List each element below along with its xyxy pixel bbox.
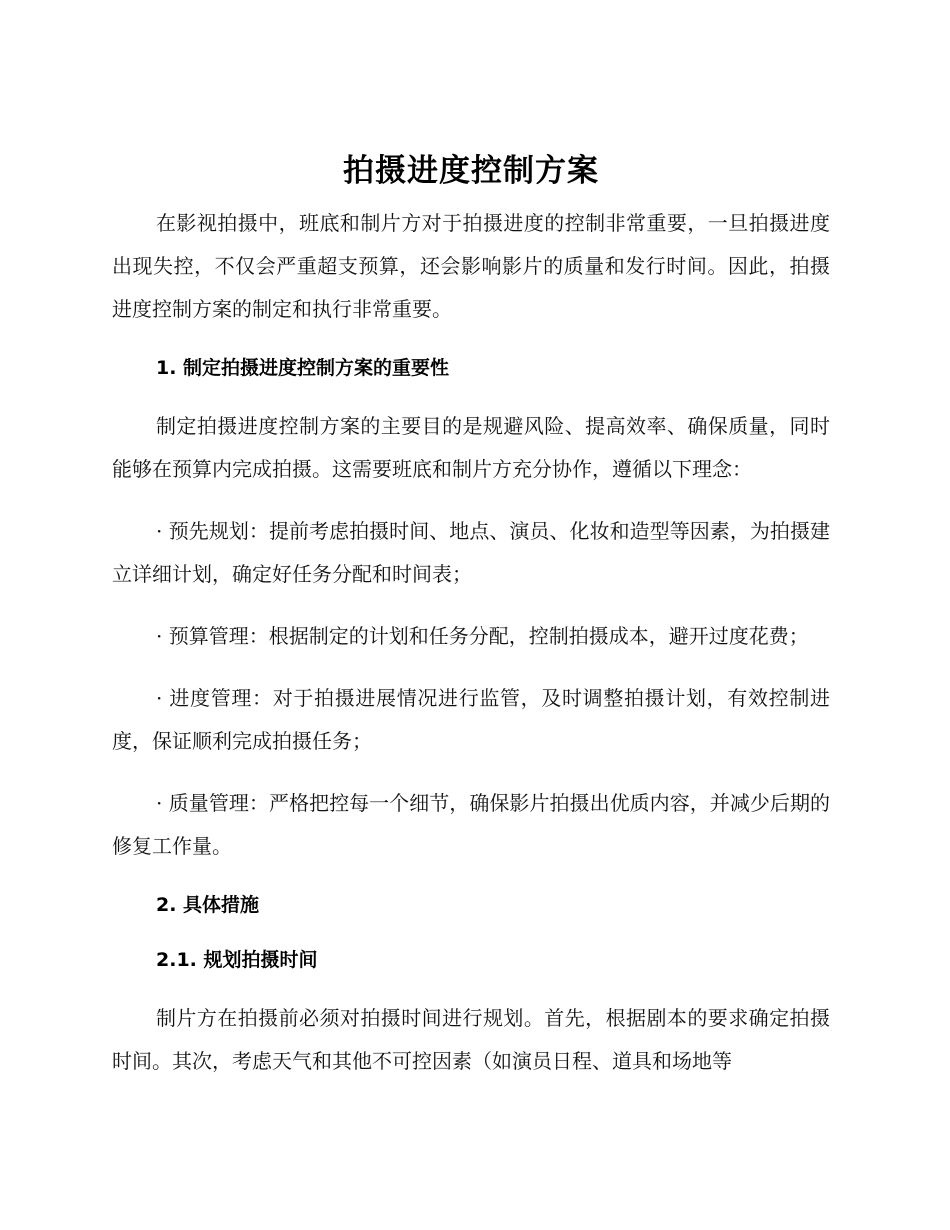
document-body [112, 148, 830, 1102]
intro-paragraph: 在影视拍摄中，班底和制片方对于拍摄进度的控制非常重要，一旦拍摄进度出现失控，不仅会严重超支预算，还会影响影片的质量和发行时间。因此，拍摄进度控制方案的制定和执行非常重要。 [112, 211, 830, 321]
bullet-item-planning: · 预先规划：提前考虑拍摄时间、地点、演员、化妆和造型等因素，为拍摄建立详细计划，确定好任务分配和时间表； [112, 519, 830, 586]
bullet-item-quality: · 质量管理：严格把控每一个细节，确保影片拍摄出优质内容，并减少后期的修复工作量。 [112, 791, 830, 858]
document-title: 拍摄进度控制方案 [343, 153, 599, 189]
section-2-1-paragraph: 制片方在拍摄前必须对拍摄时间进行规划。首先，根据剧本的要求确定拍摄时间。其次，考虑天气和其他不可控因素（如演员日程、道具和场地等 [112, 1006, 830, 1073]
section-2-heading: 2. 具体措施 [156, 894, 260, 916]
section-1-heading: 1. 制定拍摄进度控制方案的重要性 [156, 357, 450, 379]
bullet-item-budget: · 预算管理：根据制定的计划和任务分配，控制拍摄成本，避开过度花费； [156, 624, 809, 648]
section-1-paragraph: 制定拍摄进度控制方案的主要目的是规避风险、提高效率、确保质量，同时能够在预算内完成拍摄。这需要班底和制片方充分协作，遵循以下理念： [112, 414, 830, 481]
section-2-1-heading: 2.1. 规划拍摄时间 [156, 949, 318, 971]
bullet-item-progress: · 进度管理：对于拍摄进展情况进行监管，及时调整拍摄计划，有效控制进度，保证顺利完成拍摄任务； [112, 686, 830, 753]
